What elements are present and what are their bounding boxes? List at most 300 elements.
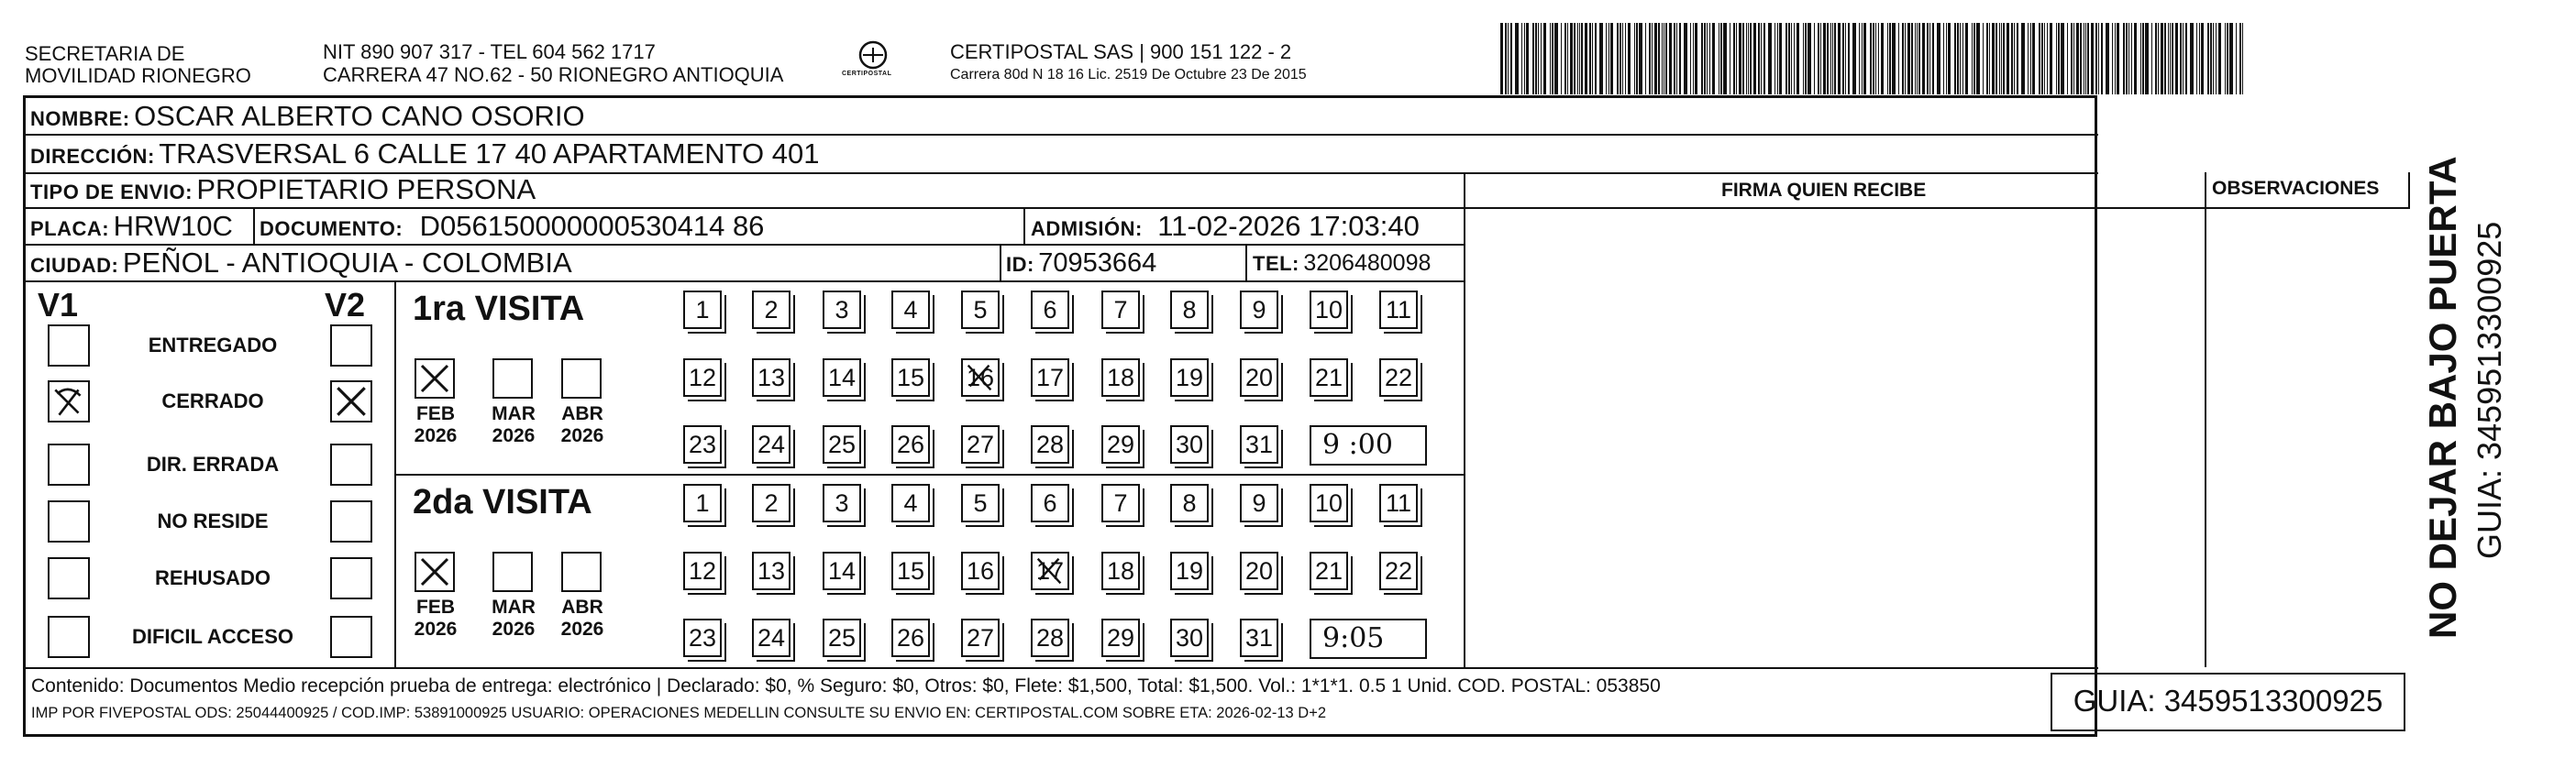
v1-checkbox-no-reside[interactable] (48, 500, 90, 543)
documento-label: DOCUMENTO: (260, 217, 404, 240)
visit1-day-16[interactable] (961, 358, 1000, 397)
visit2-day-number: 17 (1035, 557, 1065, 585)
visit1-day-26[interactable]: 26 (891, 425, 930, 464)
barcode-bar (1690, 23, 1691, 94)
visit2-month-name: MAR (492, 597, 536, 618)
barcode-bar (1500, 23, 1503, 94)
visit2-day-1[interactable]: 1 (683, 484, 722, 522)
barcode-bar (1669, 23, 1672, 94)
visit1-month-checkbox-mar[interactable] (492, 358, 533, 399)
visit2-day-20[interactable]: 20 (1240, 552, 1278, 590)
placa-value: HRW10C (113, 210, 233, 242)
barcode-bar (1805, 23, 1807, 94)
barcode-bar (1712, 23, 1715, 94)
barcode-bar (1723, 23, 1727, 94)
barcode-bar (1889, 23, 1891, 94)
barcode-bar (2067, 23, 2068, 94)
observaciones-header: OBSERVACIONES (2212, 178, 2380, 199)
barcode-bar (2218, 23, 2221, 94)
barcode-bar (1823, 23, 1826, 94)
barcode-bar (1786, 23, 1787, 94)
visit1-day-3[interactable]: 3 (823, 291, 861, 329)
v2-checkbox-entregado[interactable] (330, 324, 372, 367)
barcode-bar (1733, 23, 1735, 94)
barcode-bar (1976, 23, 1980, 94)
v2-header: V2 (325, 286, 366, 324)
visit1-day-29[interactable]: 29 (1101, 425, 1140, 464)
nombre-label: NOMBRE: (30, 107, 130, 130)
barcode-bar (2175, 23, 2178, 94)
visit2-day-22[interactable]: 22 (1379, 552, 1418, 590)
barcode-bar (1679, 23, 1681, 94)
barcode-bar (1852, 23, 1856, 94)
barcode-bar (1803, 23, 1804, 94)
barcode-bar (1665, 23, 1667, 94)
status-label-entregado: ENTREGADO (148, 334, 278, 357)
barcode-bar (1758, 23, 1760, 94)
barcode-bar (1736, 23, 1737, 94)
barcode-bar (1620, 23, 1621, 94)
visit1-day-27[interactable]: 27 (961, 425, 1000, 464)
barcode-bar (1684, 23, 1687, 94)
barcode-bar (1748, 23, 1749, 94)
barcode-bar (1878, 23, 1879, 94)
barcode-bar (2227, 23, 2228, 94)
visit2-day-15[interactable]: 15 (891, 552, 930, 590)
barcode-bar (2239, 23, 2241, 94)
barcode-bar (2044, 23, 2045, 94)
barcode-bar (2014, 23, 2015, 94)
visit2-month-checkbox-feb[interactable] (415, 552, 455, 592)
barcode-bar (2098, 23, 2099, 94)
visit1-month-year: 2026 (560, 425, 604, 446)
barcode-bar (1564, 23, 1566, 94)
barcode-bar (2017, 23, 2018, 94)
visit1-day-7[interactable]: 7 (1101, 291, 1140, 329)
v1-checkbox-entregado[interactable] (48, 324, 90, 367)
barcode-bar (2076, 23, 2079, 94)
barcode-bar (1739, 23, 1741, 94)
visit1-day-31[interactable]: 31 (1240, 425, 1278, 464)
visit1-day-6[interactable]: 6 (1031, 291, 1069, 329)
visit1-day-18[interactable]: 18 (1101, 358, 1140, 397)
v1-checkbox-rehusado[interactable] (48, 557, 90, 599)
barcode-bar (1932, 23, 1934, 94)
visit1-day-number: 16 (966, 364, 995, 391)
visit2-day-7[interactable]: 7 (1101, 484, 1140, 522)
visit2-title: 2da VISITA (413, 483, 592, 521)
visit2-day-16[interactable]: 16 (961, 552, 1000, 590)
visit2-month-year: 2026 (414, 619, 458, 640)
visit2-day-21[interactable]: 21 (1310, 552, 1348, 590)
barcode-bar (1986, 23, 1988, 94)
visit2-time-field[interactable] (1310, 619, 1427, 659)
barcode-bar (1905, 23, 1906, 94)
barcode-bar (1617, 23, 1619, 94)
visit1-day-12[interactable]: 12 (683, 358, 722, 397)
firma-header: FIRMA QUIEN RECIBE (1721, 180, 1927, 201)
barcode-bar (2213, 23, 2214, 94)
barcode-bar (1788, 23, 1790, 94)
admision-label: ADMISIÓN: (1031, 217, 1143, 240)
visit1-month-label-mar (481, 403, 546, 447)
tracking-barcode (1500, 23, 2252, 94)
visit1-time-handwritten: 9 :00 (1322, 429, 1393, 461)
visit1-day-17[interactable]: 17 (1031, 358, 1069, 397)
barcode-bar (2199, 23, 2200, 94)
barcode-bar (1838, 23, 1841, 94)
barcode-bar (2001, 23, 2002, 94)
barcode-bar (1645, 23, 1646, 94)
barcode-bar (1902, 23, 1904, 94)
barcode-bar (1763, 23, 1765, 94)
visit1-day-23[interactable]: 23 (683, 425, 722, 464)
direccion-label: DIRECCIÓN: (30, 145, 155, 168)
barcode-bar (1962, 23, 1963, 94)
visit1-month-name: FEB (416, 403, 455, 424)
barcode-bar (2242, 23, 2243, 94)
visit1-day-8[interactable]: 8 (1170, 291, 1209, 329)
barcode-bar (1827, 23, 1829, 94)
visit1-month-name: ABR (561, 403, 603, 424)
barcode-bar (1654, 23, 1657, 94)
visit1-day-2[interactable]: 2 (752, 291, 790, 329)
barcode-bar (2056, 23, 2057, 94)
barcode-bar (1960, 23, 1961, 94)
barcode-bar (2123, 23, 2125, 94)
ciudad-label: CIUDAD: (30, 254, 119, 277)
tel-label: TEL: (1253, 252, 1299, 275)
barcode-bar (1552, 23, 1553, 94)
barcode-bar (1898, 23, 1899, 94)
barcode-bar (2170, 23, 2171, 94)
barcode-bar (1875, 23, 1876, 94)
visit2-month-checkbox-mar[interactable] (492, 552, 533, 592)
visit2-time-handwritten: 9:05 (1322, 622, 1385, 654)
visit2-day-23[interactable]: 23 (683, 619, 722, 657)
barcode-bar (2011, 23, 2013, 94)
barcode-bar (1676, 23, 1677, 94)
visit2-day-24[interactable]: 24 (752, 619, 790, 657)
barcode-bar (2134, 23, 2137, 94)
barcode-bar (1774, 23, 1775, 94)
barcode-bar (1707, 23, 1708, 94)
visit2-day-31[interactable]: 31 (1240, 619, 1278, 657)
barcode-bar (2101, 23, 2103, 94)
visit1-day-11[interactable]: 11 (1379, 291, 1418, 329)
barcode-bar (2115, 23, 2116, 94)
barcode-bar (1832, 23, 1833, 94)
barcode-bar (1870, 23, 1872, 94)
barcode-bar (1954, 23, 1956, 94)
v1-header: V1 (38, 286, 79, 324)
barcode-bar (2142, 23, 2144, 94)
barcode-bar (2207, 23, 2209, 94)
barcode-bar (2151, 23, 2152, 94)
barcode-bar (1674, 23, 1675, 94)
barcode-bar (1567, 23, 1568, 94)
visit2-day-13[interactable]: 13 (752, 552, 790, 590)
status-label-cerrado: CERRADO (161, 389, 264, 412)
barcode-bar (1911, 23, 1913, 94)
barcode-bar (2168, 23, 2169, 94)
visit2-day-25[interactable]: 25 (823, 619, 861, 657)
barcode-bar (1922, 23, 1925, 94)
barcode-bar (2126, 23, 2128, 94)
barcode-bar (1820, 23, 1821, 94)
barcode-bar (1625, 23, 1626, 94)
barcode-bar (1742, 23, 1744, 94)
v2-checkbox-dir-errada[interactable] (330, 444, 372, 486)
barcode-bar (1779, 23, 1782, 94)
v2-checkbox-rehusado[interactable] (330, 557, 372, 599)
barcode-bar (1887, 23, 1888, 94)
visit2-day-29[interactable]: 29 (1101, 619, 1140, 657)
barcode-bar (1709, 23, 1710, 94)
logo-text: CERTIPOSTAL (842, 71, 892, 77)
side-warning: NO DEJAR BAJO PUERTA (2421, 156, 2464, 639)
barcode-bar (1658, 23, 1660, 94)
direccion-value: TRASVERSAL 6 CALLE 17 40 APARTAMENTO 401 (159, 137, 820, 170)
barcode-bar (1808, 23, 1811, 94)
barcode-bar (1550, 23, 1551, 94)
barcode-bar (1965, 23, 1968, 94)
barcode-bar (2196, 23, 2197, 94)
visit1-day-15[interactable]: 15 (891, 358, 930, 397)
visit1-month-checkbox-feb[interactable] (415, 358, 455, 399)
visit2-day-18[interactable]: 18 (1101, 552, 1140, 590)
visit2-day-3[interactable]: 3 (823, 484, 861, 522)
barcode-bar (1750, 23, 1752, 94)
visit1-day-10[interactable]: 10 (1310, 291, 1348, 329)
barcode-bar (1579, 23, 1580, 94)
visit2-day-11[interactable]: 11 (1379, 484, 1418, 522)
barcode-bar (1538, 23, 1539, 94)
visit1-day-13[interactable]: 13 (752, 358, 790, 397)
barcode-bar (1595, 23, 1597, 94)
v1-checkbox-cerrado[interactable] (48, 380, 90, 422)
courier-line1: CERTIPOSTAL SAS | 900 151 122 - 2 (950, 40, 1292, 63)
barcode-bar (1845, 23, 1846, 94)
barcode-bar (1515, 23, 1519, 94)
org-name-line2: MOVILIDAD RIONEGRO (25, 64, 251, 87)
barcode-bar (1915, 23, 1916, 94)
visit1-month-year: 2026 (414, 425, 458, 446)
visit1-day-22[interactable]: 22 (1379, 358, 1418, 397)
barcode-bar (1543, 23, 1546, 94)
barcode-bar (2236, 23, 2237, 94)
visit1-day-25[interactable]: 25 (823, 425, 861, 464)
visit2-day-4[interactable]: 4 (891, 484, 930, 522)
org-name-line1: SECRETARIA DE (25, 42, 185, 65)
nit-line: NIT 890 907 317 - TEL 604 562 1717 (323, 40, 656, 63)
courier-line2: Carrera 80d N 18 16 Lic. 2519 De Octubre 23 De 2015 (950, 67, 1307, 82)
barcode-bar (2210, 23, 2212, 94)
v2-checkbox-cerrado[interactable] (330, 380, 372, 422)
ciudad-value: PEÑOL - ANTIOQUIA - COLOMBIA (122, 247, 572, 279)
barcode-bar (1639, 23, 1642, 94)
barcode-bar (2185, 23, 2187, 94)
barcode-bar (2145, 23, 2149, 94)
visit1-day-24[interactable]: 24 (752, 425, 790, 464)
barcode-bar (2183, 23, 2184, 94)
visit2-day-8[interactable]: 8 (1170, 484, 1209, 522)
visit1-day-30[interactable]: 30 (1170, 425, 1209, 464)
visit2-day-12[interactable]: 12 (683, 552, 722, 590)
visit1-month-label-feb (404, 403, 468, 447)
barcode-bar (1599, 23, 1603, 94)
documento-value: D056150000000530414 86 (419, 210, 765, 242)
visit2-month-year: 2026 (560, 619, 604, 640)
nombre-row (30, 98, 585, 140)
visit2-day-5[interactable]: 5 (961, 484, 1000, 522)
visit2-day-9[interactable]: 9 (1240, 484, 1278, 522)
tel-cell (1253, 245, 1431, 285)
v1-checkbox-dir-errada[interactable] (48, 444, 90, 486)
barcode-bar (2021, 23, 2025, 94)
visit2-month-checkbox-abr[interactable] (561, 552, 602, 592)
visit1-day-9[interactable]: 9 (1240, 291, 1278, 329)
barcode-bar (1929, 23, 1930, 94)
barcode-bar (2158, 23, 2159, 94)
visit2-month-name: ABR (561, 597, 603, 618)
visit2-day-17[interactable] (1031, 552, 1069, 590)
barcode-bar (1957, 23, 1959, 94)
v2-checkbox-dificil-acceso[interactable] (330, 616, 372, 658)
barcode-bar (1510, 23, 1512, 94)
visit2-day-27[interactable]: 27 (961, 619, 1000, 657)
barcode-bar (2073, 23, 2074, 94)
barcode-bar (1561, 23, 1562, 94)
barcode-bar (1570, 23, 1573, 94)
barcode-bar (2216, 23, 2217, 94)
barcode-bar (2161, 23, 2163, 94)
barcode-bar (1834, 23, 1836, 94)
barcode-bar (1746, 23, 1747, 94)
barcode-bar (2112, 23, 2113, 94)
barcode-bar (2106, 23, 2109, 94)
barcode-bar (2229, 23, 2233, 94)
barcode-bar (1818, 23, 1819, 94)
visit2-day-6[interactable]: 6 (1031, 484, 1069, 522)
visit2-day-26[interactable]: 26 (891, 619, 930, 657)
barcode-bar (1577, 23, 1578, 94)
status-label-dir-errada: DIR. ERRADA (146, 453, 280, 476)
barcode-bar (1610, 23, 1613, 94)
visit1-day-1[interactable]: 1 (683, 291, 722, 329)
barcode-bar (2032, 23, 2035, 94)
visit2-day-10[interactable]: 10 (1310, 484, 1348, 522)
tipo-label: TIPO DE ENVIO: (30, 181, 193, 203)
footer-contenido: Contenido: Documentos Medio recepción prueba de entrega: electrónico | Declarado: $0, % Seguro: $0, Otros: $0, Flete: $1,500, Total: $1,500. Vol.: 1*1*1. 0.5 1 Unid. COD. POSTAL: 053850 (31, 675, 1661, 697)
barcode-bar (1693, 23, 1694, 94)
visit1-day-28[interactable]: 28 (1031, 425, 1069, 464)
barcode-bar (2028, 23, 2029, 94)
status-label-no-reside: NO RESIDE (157, 510, 269, 532)
barcode-bar (1541, 23, 1542, 94)
barcode-bar (2050, 23, 2052, 94)
barcode-bar (1881, 23, 1884, 94)
barcode-bar (1973, 23, 1975, 94)
barcode-bar (1863, 23, 1866, 94)
barcode-bar (2095, 23, 2097, 94)
barcode-bar (1943, 23, 1944, 94)
barcode-bar (2225, 23, 2226, 94)
v1-checkbox-dificil-acceso[interactable] (48, 616, 90, 658)
barcode-bar (2041, 23, 2043, 94)
visit2-day-14[interactable]: 14 (823, 552, 861, 590)
barcode-bar (1521, 23, 1522, 94)
barcode-bar (2071, 23, 2073, 94)
barcode-bar (1753, 23, 1756, 94)
visit1-day-21[interactable]: 21 (1310, 358, 1348, 397)
barcode-bar (1606, 23, 1607, 94)
visit2-day-19[interactable]: 19 (1170, 552, 1209, 590)
barcode-bar (1695, 23, 1697, 94)
barcode-bar (1505, 23, 1507, 94)
visit2-day-28[interactable]: 28 (1031, 619, 1069, 657)
barcode-bar (2117, 23, 2119, 94)
barcode-bar (1927, 23, 1929, 94)
visit1-month-label-abr (550, 403, 614, 447)
barcode-bar (1983, 23, 1984, 94)
barcode-bar (1777, 23, 1778, 94)
barcode-bar (2131, 23, 2132, 94)
barcode-bar (1873, 23, 1874, 94)
barcode-bar (2061, 23, 2064, 94)
visit1-day-19[interactable]: 19 (1170, 358, 1209, 397)
barcode-bar (1532, 23, 1534, 94)
barcode-bar (1859, 23, 1860, 94)
visit1-day-20[interactable]: 20 (1240, 358, 1278, 397)
visit2-day-2[interactable]: 2 (752, 484, 790, 522)
visit1-month-checkbox-abr[interactable] (561, 358, 602, 399)
barcode-bar (1649, 23, 1651, 94)
barcode-bar (2003, 23, 2005, 94)
visit1-day-5[interactable]: 5 (961, 291, 1000, 329)
barcode-bar (1918, 23, 1920, 94)
visit2-month-label-feb (404, 597, 468, 641)
barcode-bar (2172, 23, 2173, 94)
visit1-time-field[interactable] (1310, 425, 1427, 466)
barcode-bar (1628, 23, 1631, 94)
barcode-bar (1662, 23, 1663, 94)
visit2-day-30[interactable]: 30 (1170, 619, 1209, 657)
barcode-bar (1508, 23, 1509, 94)
id-cell (1006, 245, 1156, 286)
id-label: ID: (1006, 253, 1034, 276)
barcode-bar (2091, 23, 2094, 94)
placa-label: PLACA: (30, 217, 110, 240)
visit1-day-4[interactable]: 4 (891, 291, 930, 329)
barcode-bar (1862, 23, 1863, 94)
barcode-bar (1589, 23, 1591, 94)
barcode-bar (1797, 23, 1799, 94)
barcode-bar (1704, 23, 1706, 94)
barcode-bar (1848, 23, 1850, 94)
barcode-bar (2080, 23, 2082, 94)
barcode-bar (1554, 23, 1558, 94)
barcode-bar (1814, 23, 1815, 94)
visit2-month-year: 2026 (492, 619, 536, 640)
visit1-day-14[interactable]: 14 (823, 358, 861, 397)
barcode-bar (1581, 23, 1583, 94)
barcode-bar (1768, 23, 1772, 94)
visit2-month-name: FEB (416, 597, 455, 618)
v2-checkbox-no-reside[interactable] (330, 500, 372, 543)
barcode-bar (1972, 23, 1973, 94)
barcode-bar (2087, 23, 2089, 94)
